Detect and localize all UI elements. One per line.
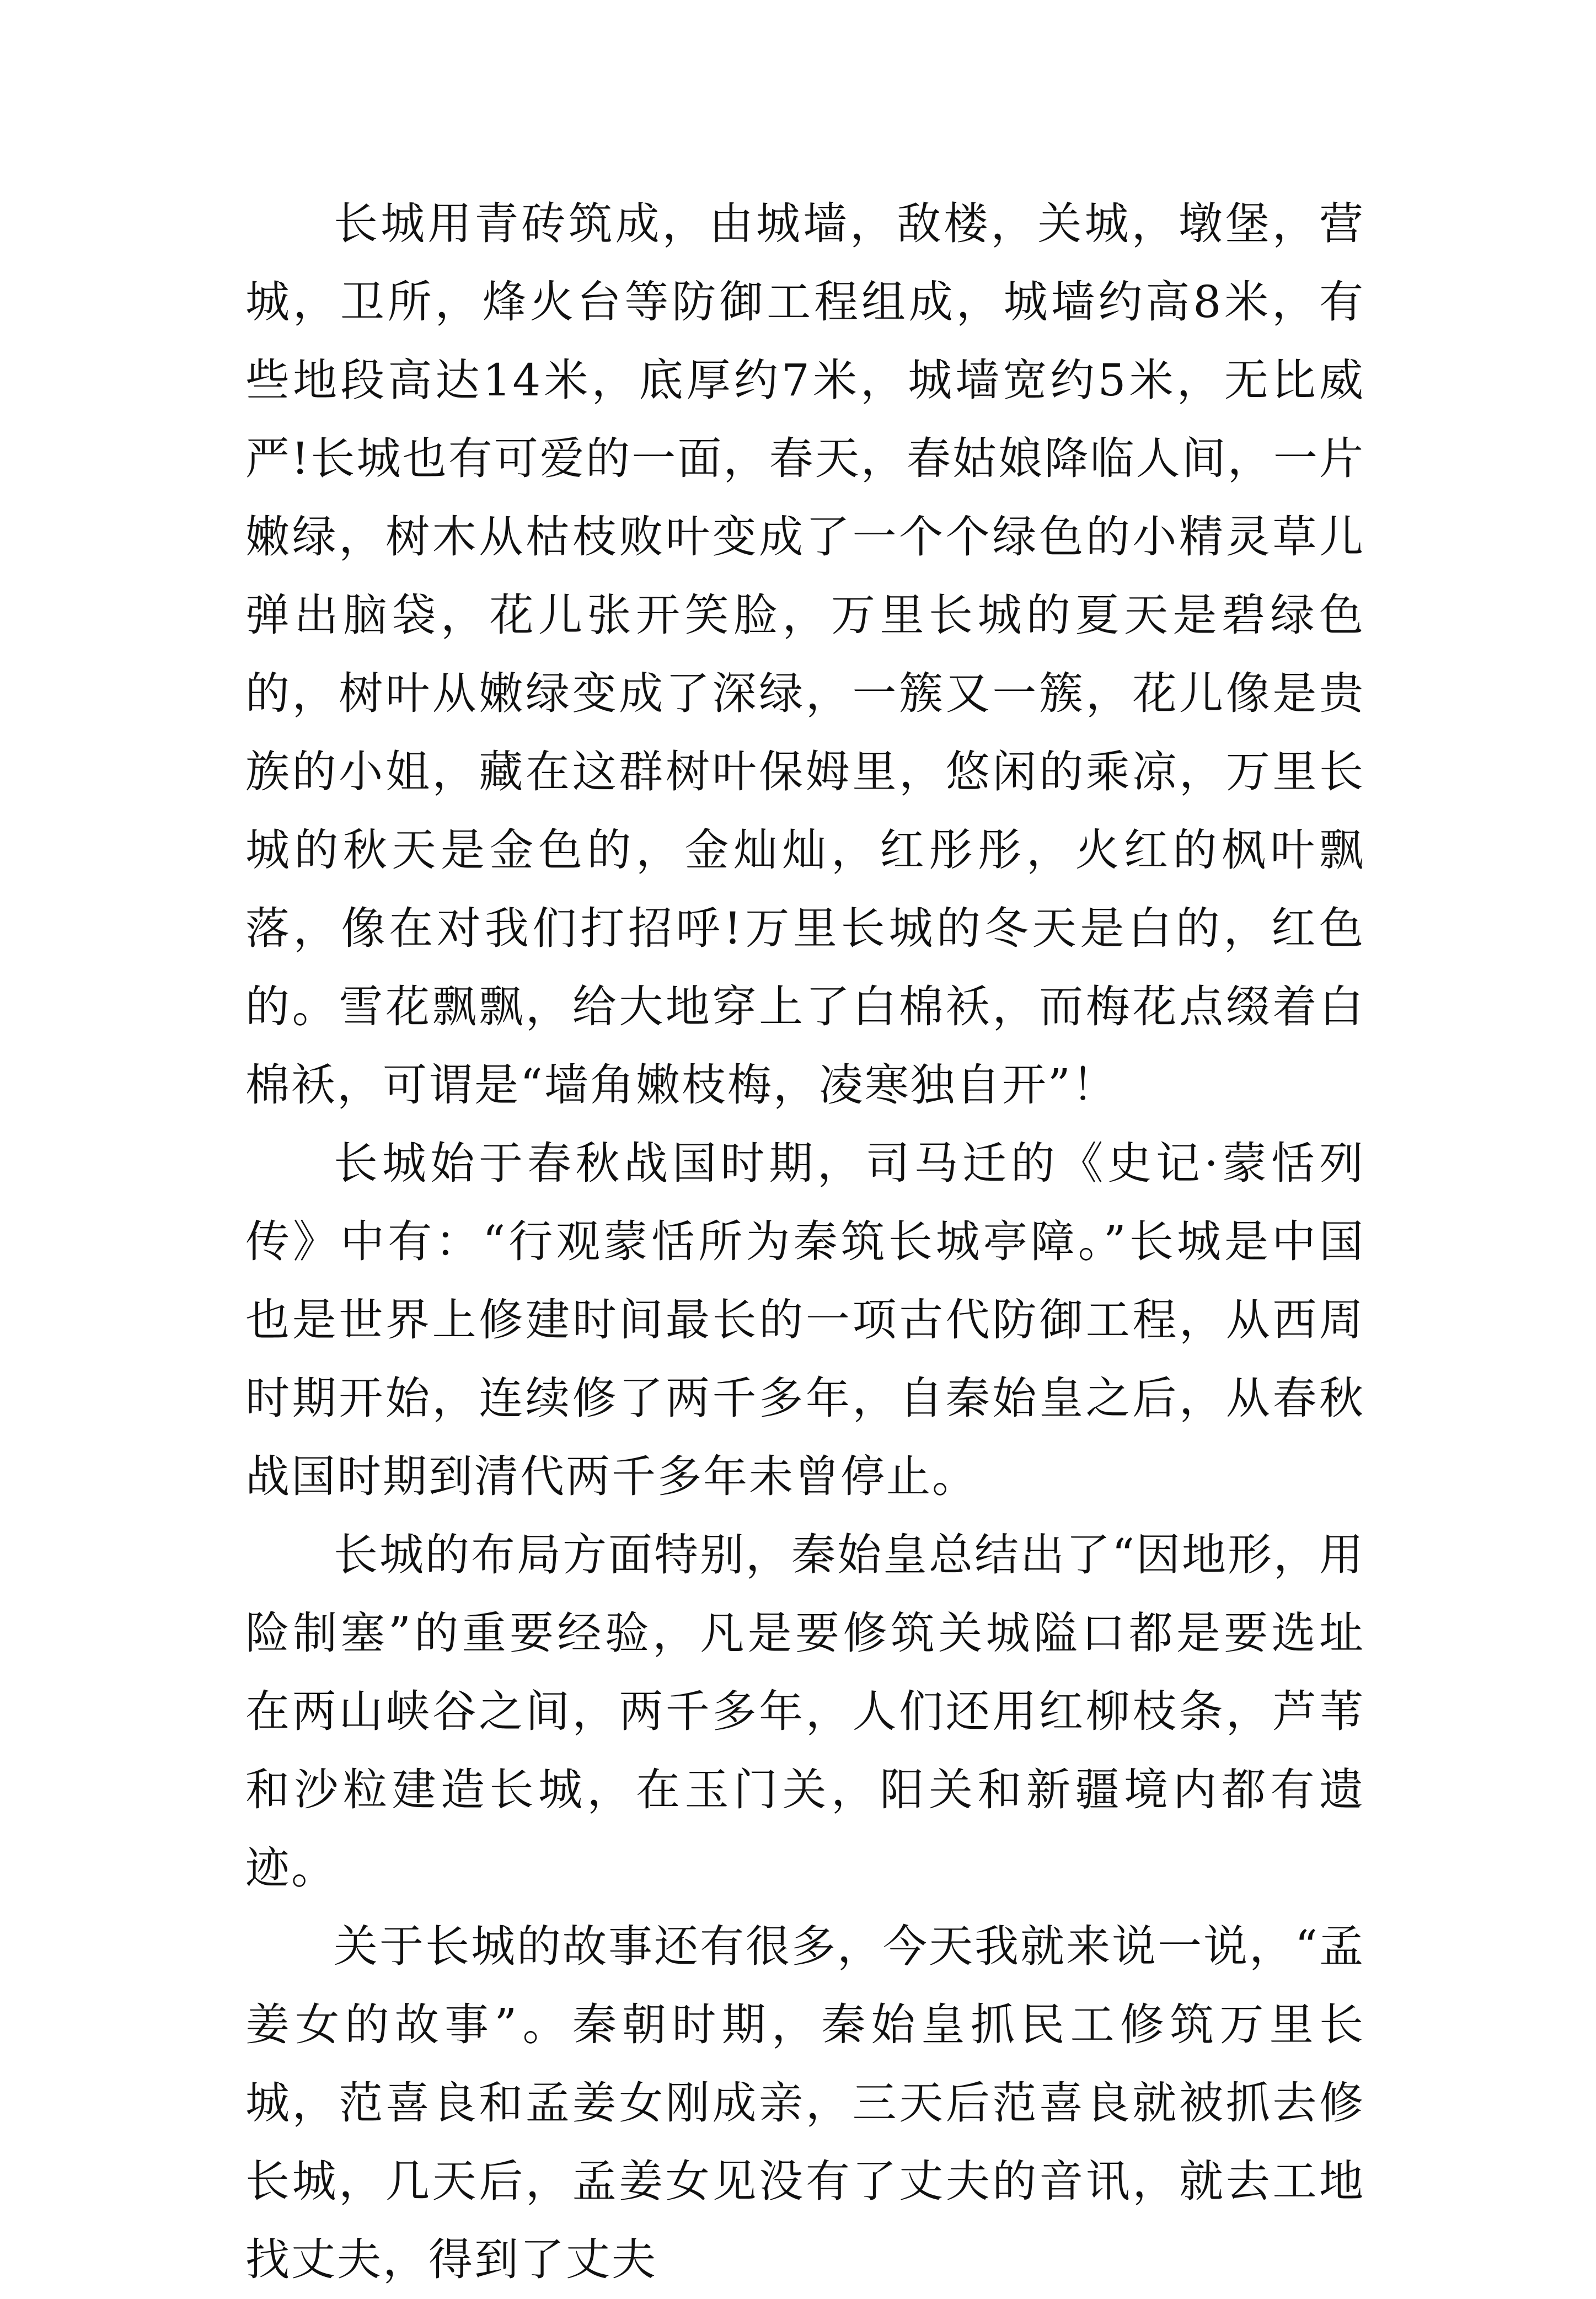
document-body	[245, 185, 1365, 2299]
paragraph-meng-jiangnu-story: 关于长城的故事还有很多，今天我就来说一说，“孟姜女的故事”。秦朝时期，秦始皇抓民工修筑万里长城，范喜良和孟姜女刚成亲，三天后范喜良就被抓去修长城，几天后，孟姜女见没有了丈夫的音讯，就去工地找丈夫，得到了丈夫	[245, 1921, 1365, 2285]
paragraph-great-wall-seasons: 长城用青砖筑成，由城墙，敌楼，关城，墩堡，营城，卫所，烽火台等防御工程组成，城墙约高8米，有些地段高达14米，底厚约7米，城墙宽约5米，无比威严!长城也有可爱的一面，春天，春姑娘降临人间，一片嫩绿，树木从枯枝败叶变成了一个个绿色的小精灵草儿弹出脑袋，花儿张开笑脸，万里长城的夏天是碧绿色的，树叶从嫩绿变成了深绿，一簇又一簇，花儿像是贵族的小姐，藏在这群树叶保姆里，悠闲的乘凉，万里长城的秋天是金色的，金灿灿，红彤彤，火红的枫叶飘落，像在对我们打招呼!万里长城的冬天是白的，红色的。雪花飘飘，给大地穿上了白棉袄，而梅花点缀着白棉袄，可谓是“墙角嫩枝梅，凌寒独自开”！	[245, 198, 1365, 1111]
paragraph-great-wall-history: 长城始于春秋战国时期，司马迁的《史记·蒙恬列传》中有：“行观蒙恬所为秦筑长城亭障。”长城是中国也是世界上修建时间最长的一项古代防御工程，从西周时期开始，连续修了两千多年，自秦始皇之后，从春秋战国时期到清代两千多年未曾停止。	[245, 1138, 1365, 1502]
paragraph-great-wall-layout: 长城的布局方面特别，秦始皇总结出了“因地形，用险制塞”的重要经验，凡是要修筑关城隘口都是要选址在两山峡谷之间，两千多年，人们还用红柳枝条，芦苇和沙粒建造长城，在玉门关，阳关和新疆境内都有遗迹。	[245, 1529, 1365, 1894]
